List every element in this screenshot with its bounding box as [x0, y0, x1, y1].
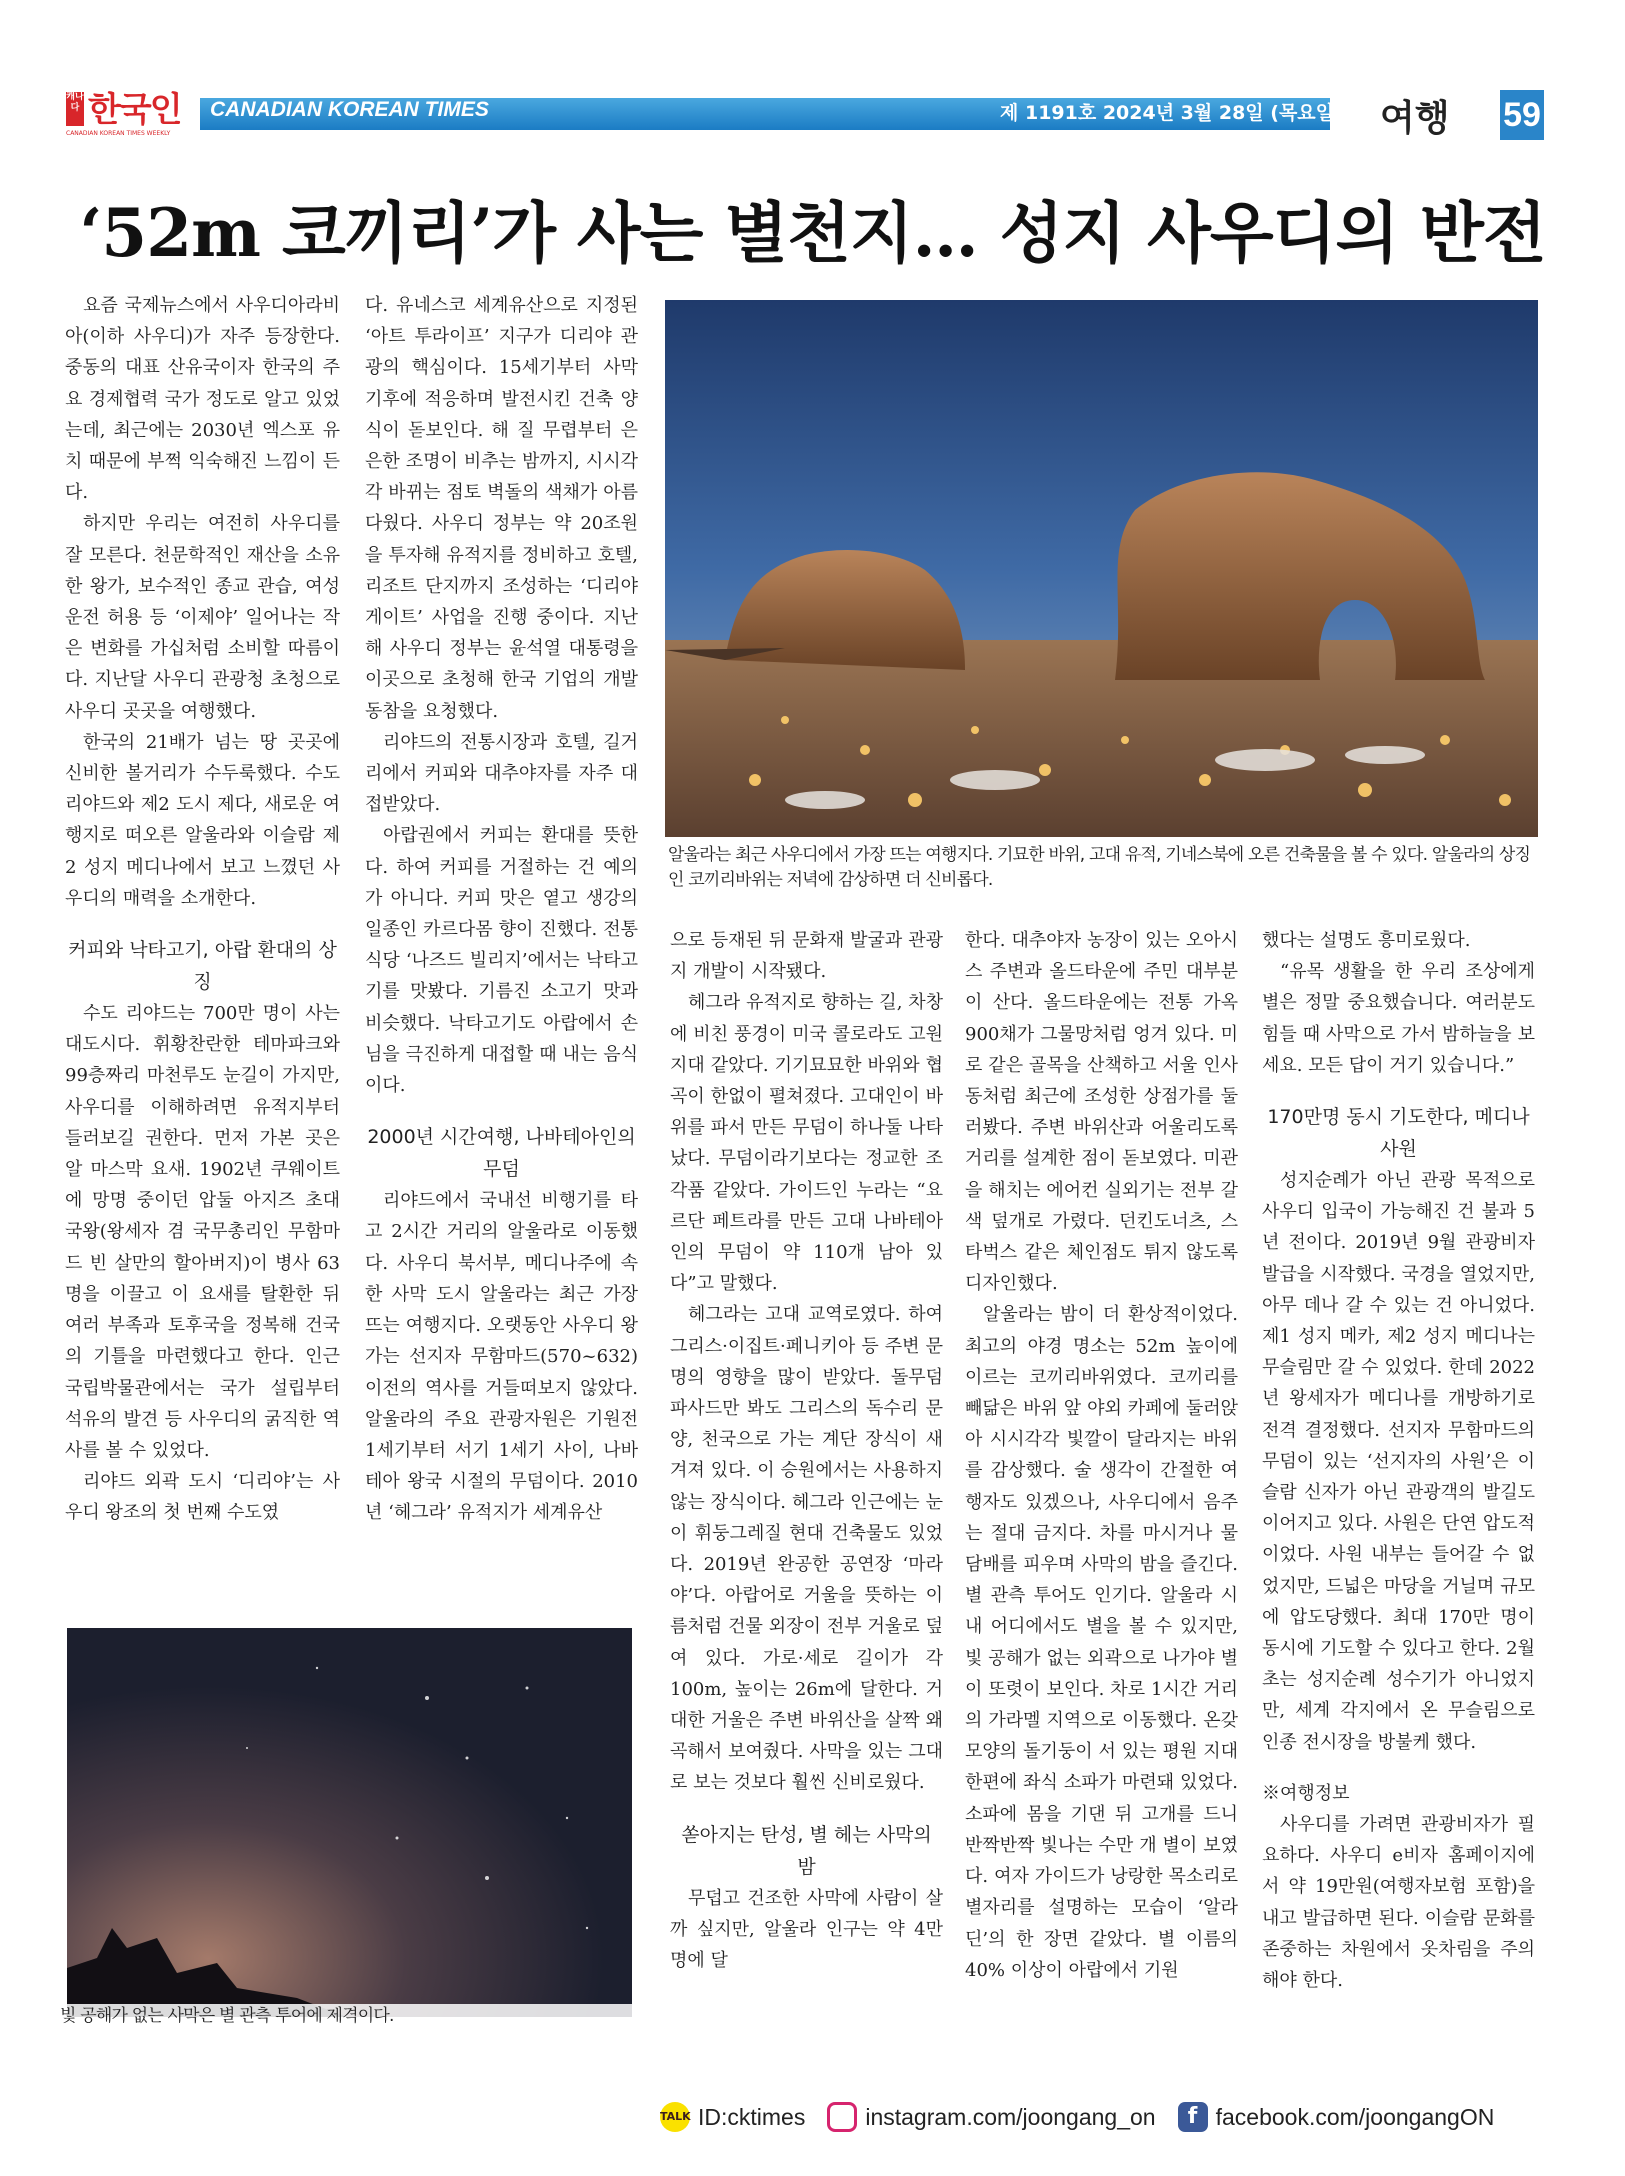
instagram-icon [827, 2102, 857, 2132]
article-column-5 [1262, 925, 1535, 1996]
photo-caption-main: 알울라는 최근 사우디에서 가장 뜨는 여행지다. 기묘한 바위, 고대 유적, 기네스북에 오른 건축물을 볼 수 있다. 알울라의 상징인 코끼리바위는 저녁에 감상하면 더 신비롭다. [668, 845, 1531, 890]
instagram-link[interactable] [827, 2102, 1155, 2132]
paragraph: 헤그라 유적지로 향하는 길, 차창에 비친 풍경이 미국 콜로라도 고원지대 같았다. 기기묘묘한 바위와 협곡이 한없이 펼쳐졌다. 고대인이 바위를 파서 만든 무덤이 하나둘 나타났다. 무덤이라기보다는 정교한 조각품 같았다. 가이드인 누라는 “요르단 페트라를 만든 고대 나바테아인의 무덤이 약 110개 남아 있다”고 말했다. [670, 992, 943, 1295]
facebook-link[interactable] [1178, 2102, 1495, 2132]
article-column-4 [965, 925, 1238, 1986]
paragraph: 무덥고 건조한 사막에 사람이 살까 싶지만, 알울라 인구는 약 4만 명에 달 [670, 1887, 943, 1972]
facebook-handle: facebook.com/joongangON [1215, 2103, 1495, 2130]
paragraph: 했다는 설명도 흥미로웠다. [1262, 930, 1471, 951]
article-column-2 [365, 290, 638, 1529]
instagram-handle: instagram.com/joongang_on [865, 2103, 1156, 2130]
travel-info: 사우디를 가려면 관광비자가 필요하다. 사우디 e비자 홈페이지에서 약 19만원(여행자보험 포함)을 내고 발급하면 된다. 이슬람 문화를 존중하는 차원에서 옷차림을 주의해야 한다. [1262, 1814, 1535, 1992]
headline: ‘52m 코끼리’가 사는 별천지… 성지 사우디의 반전 [79, 194, 1546, 272]
page-number: 59 [1500, 90, 1544, 140]
social-footer [660, 2097, 1516, 2137]
kakao-talk-icon: TALK [660, 2102, 690, 2132]
logo-side-text: 캐나다 [66, 92, 84, 126]
paragraph: 헤그라는 고대 교역로였다. 하여 그리스·이집트·페니키아 등 주변 문명의 영향을 많이 받았다. 돌무덤 파사드만 봐도 그리스의 독수리 문양, 천국으로 가는 계단 장식이 새겨져 있다. 이 승원에서는 사용하지 않는 장식이다. 헤그라 인근에는 눈이 휘둥그레질 현대 건축물도 있었다. 2019년 완공한 공연장 ‘마라야’다. 아랍어로 거울을 뜻하는 이름처럼 건물 외장이 전부 거울로 덮여 있다. 가로·세로 길이가 각 100m, 높이는 26m에 달한다. 거대한 거울은 주변 바위산을 살짝 왜곡해서 보여줬다. 사막을 있는 그대로 보는 것보다 훨씬 신비로웠다. [670, 1304, 943, 1794]
paragraph: 리야드 외곽 도시 ‘디리야’는 사우디 왕조의 첫 번째 수도였 [65, 1471, 340, 1524]
night-sky-photo [67, 1628, 632, 2017]
elephant-rock-photo [665, 300, 1538, 837]
facebook-icon: f [1178, 2102, 1208, 2132]
night-sky-illustration [67, 1628, 632, 2017]
paragraph: “유목 생활을 한 우리 조상에게 별은 정말 중요했습니다. 여러분도 힘들 때 사막으로 가서 밤하늘을 보세요. 모든 답이 거기 있습니다.” [1262, 961, 1535, 1076]
photo-caption-sky: 빛 공해가 없는 사막은 별 관측 투어에 제격이다. [60, 2004, 660, 2029]
issue-date: 제 1191호 2024년 3월 28일 (목요일) [1000, 102, 1343, 124]
paragraph: 다. 유네스코 세계유산으로 지정된 ‘아트 투라이프’ 지구가 디리야 관광의 핵심이다. 15세기부터 사막 기후에 적응하며 발전시킨 건축 양식이 돋보인다. 해 질 무렵부터 은은한 조명이 비추는 밤까지, 시시각각 바뀌는 점토 벽돌의 색채가 아름다웠다. 사우디 정부는 약 20조원을 투자해 유적지를 정비하고 호텔, 리조트 단지까지 조성하는 ‘디리야 게이트’ 사업을 진행 중이다. 지난해 사우디 정부는 윤석열 대통령을 이곳으로 초청해 한국 기업의 개발 동참을 요청했다. [365, 295, 638, 722]
paper-name: CANADIAN KOREAN TIMES [210, 98, 489, 121]
logo-main-text: 한국인 [88, 90, 181, 130]
section-title: 여행 [1380, 98, 1450, 139]
subhead: 쏟아지는 탄성, 별 헤는 사막의 밤 [681, 1823, 932, 1878]
paragraph: 한다. 대추야자 농장이 있는 오아시스 주변과 올드타운에 주민 대부분이 산다. 올드타운에는 전통 가옥 900채가 그물망처럼 엉겨 있다. 미로 같은 골목을 산책하고 서울 인사동처럼 최근에 조성한 상점가를 둘러봤다. 주변 바위산과 어울리도록 거리를 설계한 점이 돋보였다. 미관을 해치는 에어컨 실외기는 전부 갈색 덮개로 가렸다. 던킨도너츠, 스타벅스 같은 체인점도 튀지 않도록 디자인했다. [965, 930, 1238, 1295]
subhead: 커피와 낙타고기, 아랍 환대의 상징 [68, 939, 337, 994]
travel-info-title: ※여행정보 [1262, 1782, 1350, 1804]
paragraph: 하지만 우리는 여전히 사우디를 잘 모른다. 천문학적인 재산을 소유한 왕가, 보수적인 종교 관습, 여성 운전 허용 등 ‘이제야’ 일어나는 작은 변화를 가십처럼 소비할 따름이다. 지난달 사우디 관광청 초청으로 사우디 곳곳을 여행했다. [65, 513, 340, 722]
masthead-logo [66, 90, 194, 140]
logo-sub-text: CANADIAN KOREAN TIMES WEEKLY [66, 130, 171, 137]
subhead: 2000년 시간여행, 나바테아인의 무덤 [367, 1126, 636, 1181]
paragraph: 성지순례가 아닌 관광 목적으로 사우디 입국이 가능해진 건 불과 5년 전이다. 2019년 9월 관광비자 발급을 시작했다. 국경을 열었지만, 아무 데나 갈 수 있는 건 아니었다. 제1 성지 메카, 제2 성지 메디나는 무슬림만 갈 수 있었다. 한데 2022년 왕세자가 메디나를 개방하기로 전격 결정했다. 선지자 무함마드의 무덤이 있는 ‘선지자의 사원’은 이슬람 신자가 아닌 관광객의 발길도 이어지고 있다. 사원은 단연 압도적이었다. 사원 내부는 들어갈 수 없었지만, 드넓은 마당을 거닐며 규모에 압도당했다. 최대 170만 명이 동시에 기도할 수 있다고 한다. 2월 초는 성지순례 성수기가 아니었지만, 세계 각지에서 온 무슬림으로 인종 전시장을 방불케 했다. [1262, 1170, 1535, 1753]
paragraph: 수도 리야드는 700만 명이 사는 대도시다. 휘황찬란한 테마파크와 99층짜리 마천루도 눈길이 가지만, 사우디를 이해하려면 유적지부터 들러보길 권한다. 먼저 가본 곳은 알 마스막 요새. 1902년 쿠웨이트에 망명 중이던 압둘 아지즈 초대 국왕(왕세자 겸 국무총리인 무함마드 빈 살만의 할아버지)이 병사 63명을 이끌고 이 요새를 탈환한 뒤 여러 부족과 토후국을 정복해 건국의 기틀을 마련했다고 한다. 인근 국립박물관에서는 국가 설립부터 석유의 발견 등 사우디의 굵직한 역사를 볼 수 있었다. [65, 1003, 340, 1461]
paragraph: 요즘 국제뉴스에서 사우디아라비아(이하 사우디)가 자주 등장한다. 중동의 대표 산유국이자 한국의 주요 경제협력 국가 정도로 알고 있었는데, 최근에는 2030년 엑스포 유치 때문에 부쩍 익숙해진 느낌이 든다. [65, 295, 340, 504]
kakao-id: ID:cktimes [698, 2103, 806, 2130]
paragraph: 한국의 21배가 넘는 땅 곳곳에 신비한 볼거리가 수두룩했다. 수도 리야드와 제2 도시 제다, 새로운 여행지로 떠오른 알울라와 이슬람 제2 성지 메디나에서 보고 느꼈던 사우디의 매력을 소개한다. [65, 731, 340, 909]
elephant-rock-illustration [665, 300, 1538, 837]
paragraph: 리야드의 전통시장과 호텔, 길거리에서 커피와 대추야자를 자주 대접받았다. [365, 731, 638, 816]
article-column-1 [65, 290, 340, 1529]
paragraph: 으로 등재된 뒤 문화재 발굴과 관광지 개발이 시작됐다. [670, 930, 943, 983]
subhead: 170만명 동시 기도한다, 메디나 사원 [1267, 1106, 1530, 1161]
paragraph: 리야드에서 국내선 비행기를 타고 2시간 거리의 알울라로 이동했다. 사우디 북서부, 메디나주에 속한 사막 도시 알울라는 최근 가장 뜨는 여행지다. 오랫동안 사우디 왕가는 선지자 무함마드(570~632) 이전의 역사를 거들떠보지 않았다. 알울라의 주요 관광자원은 기원전 1세기부터 서기 1세기 사이, 나바테아 왕국 시절의 무덤이다. 2010년 ‘헤그라’ 유적지가 세계유산 [365, 1190, 638, 1524]
paragraph: 아랍권에서 커피는 환대를 뜻한다. 하여 커피를 거절하는 건 예의가 아니다. 커피 맛은 옅고 생강의 일종인 카르다몸 향이 진했다. 전통식당 ‘나즈드 빌리지’에서는 낙타고기를 맛봤다. 기름진 소고기 맛과 비슷했다. 낙타고기도 아랍에서 손님을 극진하게 대접할 때 내는 음식이다. [365, 825, 638, 1097]
paragraph: 알울라는 밤이 더 환상적이었다. 최고의 야경 명소는 52m 높이에 이르는 코끼리바위였다. 코끼리를 빼닮은 바위 앞 야외 카페에 둘러앉아 시시각각 빛깔이 달라지는 바위를 감상했다. 술 생각이 간절한 여행자도 있겠으나, 사우디에서 음주는 절대 금지다. 차를 마시거나 물담배를 피우며 사막의 밤을 즐긴다. 별 관측 투어도 인기다. 알울라 시내 어디에서도 별을 볼 수 있지만, 빛 공해가 없는 외곽으로 나가야 별이 또렷이 보인다. 차로 1시간 거리의 가라멜 지역으로 이동했다. 온갖 모양의 돌기둥이 서 있는 평원 지대 한편에 좌식 소파가 마련돼 있었다. 소파에 몸을 기댄 뒤 고개를 드니 반짝반짝 빛나는 수만 개 별이 보였다. 여자 가이드가 낭랑한 목소리로 별자리를 설명하는 모습이 ‘알라딘’의 한 장면 같았다. 별 이름의 40% 이상이 아랍에서 기원 [965, 1304, 1238, 1981]
kakao-link[interactable] [660, 2102, 805, 2132]
article-column-3 [670, 925, 943, 1976]
